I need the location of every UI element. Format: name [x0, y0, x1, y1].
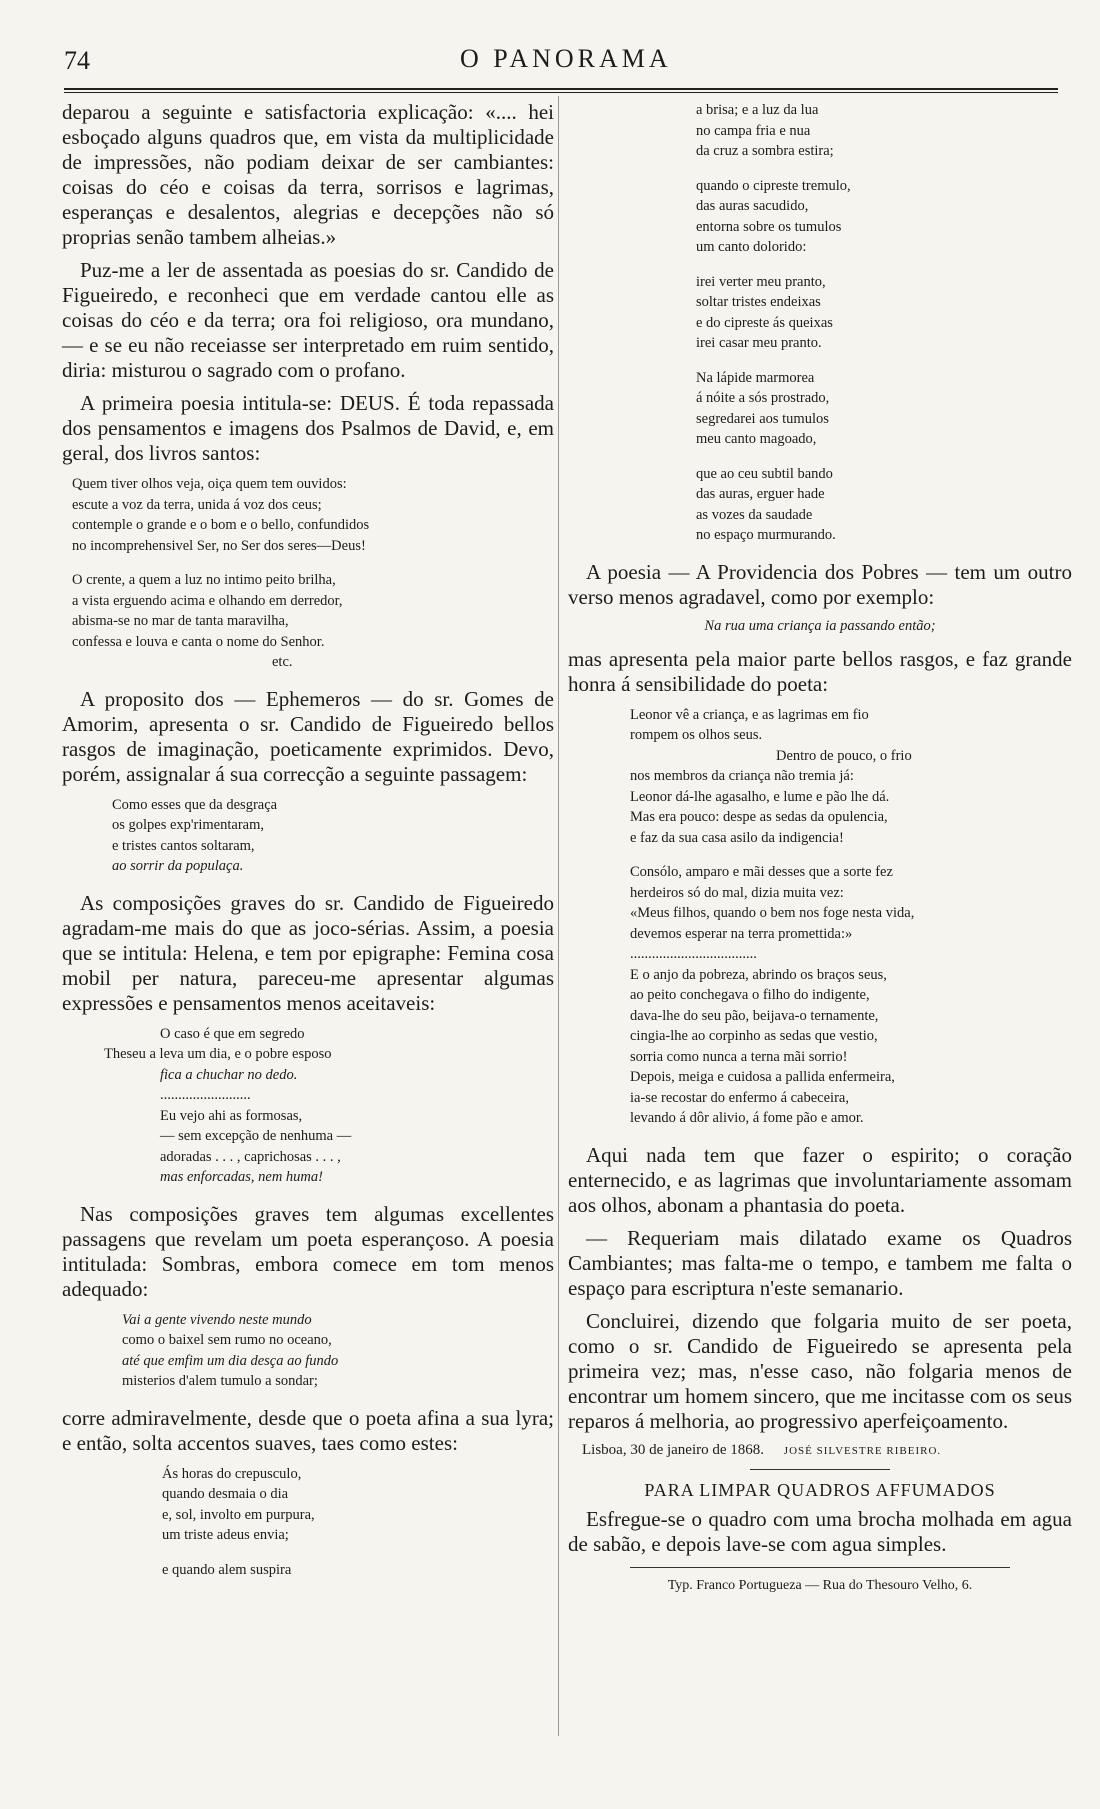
verse-line: um triste adeus envia;	[162, 1527, 289, 1543]
verse-line: e faz da sua casa asilo da indigencia!	[630, 829, 844, 846]
verse-line: um canto dolorido:	[696, 239, 807, 255]
verse-line: nos membros da criança não tremia já:	[630, 768, 854, 784]
verse-line: entorna sobre os tumulos	[696, 218, 842, 235]
signoff	[582, 1442, 1072, 1459]
paragraph: A proposito dos — Ephemeros — do sr. Gomes de Amorim, apresenta o sr. Candido de Figueiredo bellos rasgos de imaginação, poeticamente exprimidos. Devo, porém, assignalar á sua correcção a seguinte passagem:	[62, 686, 554, 786]
verse-line: Na lápide marmorea	[696, 369, 815, 386]
verse-line: rompem os olhos seus.	[630, 727, 763, 743]
poem-ephemeros	[62, 795, 554, 877]
footer-rule	[630, 1567, 1010, 1568]
verse-line: adoradas . . . , caprichosas . . . ,	[160, 1148, 341, 1165]
example-verse: Na rua uma criança ia passando então;	[704, 617, 936, 634]
verse-line: E o anjo da pobreza, abrindo os braços seus,	[630, 966, 887, 983]
verse-line: herdeiros só do mal, dizia muita vez:	[630, 884, 844, 901]
verse-line: cingia-lhe ao corpinho as sedas que vestio,	[630, 1028, 878, 1044]
verse-line: até que emfim um dia desça ao fundo	[122, 1352, 339, 1369]
right-column	[568, 100, 1072, 1594]
verse-line: contemple o grande e o bom e o bello, confundidos	[72, 517, 370, 533]
poem-deus	[62, 474, 554, 673]
paragraph: mas apresenta pela maior parte bellos rasgos, e faz grande honra á sensibilidade do poeta:	[568, 646, 1072, 696]
imprint: Typ. Franco Portugueza — Rua do Thesouro Velho, 6.	[667, 1577, 973, 1593]
verse-line: Quem tiver olhos veja, oiça quem tem ouvidos:	[72, 476, 347, 492]
left-column	[62, 100, 554, 1594]
verse-line: meu canto magoado,	[696, 431, 817, 447]
verse-line: a vista erguendo acima e olhando em derredor,	[72, 592, 343, 609]
verse-line: abisma-se no mar de tanta maravilha,	[72, 613, 289, 629]
verse-line: da cruz a sombra estira;	[696, 143, 834, 159]
verse-line: ao sorrir da populaça.	[112, 858, 244, 874]
header-rule	[64, 88, 1058, 90]
verse-line: e tristes cantos soltaram,	[112, 837, 255, 854]
signoff-author: JOSÉ SILVESTRE RIBEIRO.	[783, 1444, 942, 1457]
verse-line: Mas era pouco: despe as sedas da opulencia,	[630, 809, 888, 825]
verse-line: no campa fria e nua	[696, 122, 811, 139]
verse-dots: ...................................	[630, 946, 757, 962]
verse-line: escute a voz da terra, unida á voz dos ceus;	[72, 496, 322, 513]
verse-line: e quando alem suspira	[162, 1561, 292, 1578]
paragraph: A poesia — A Providencia dos Pobres — tem um outro verso menos agradavel, como por exemplo:	[568, 559, 1072, 609]
verse-line: que ao ceu subtil bando	[696, 465, 833, 482]
verse-line: das auras, erguer hade	[696, 486, 825, 502]
verse-line: no espaço murmurando.	[696, 527, 836, 543]
paragraph: Puz-me a ler de assentada as poesias do sr. Candido de Figueiredo, e reconheci que em verdade cantou elle as coisas do céo e da terra; ora foi religioso, ora mundano, — e se eu não receiasse ser interpretado em ruim sentido, diria: misturou o sagrado com o profano.	[62, 258, 554, 382]
verse-line: as vozes da saudade	[696, 506, 813, 523]
verse-line: confessa e louva e canta o nome do Senhor.	[72, 633, 325, 650]
paragraph: A primeira poesia intitula-se: DEUS. É toda repassada dos pensamentos e imagens dos Psalmos de David, e, em geral, dos livros santos:	[62, 391, 554, 465]
verse-etc: etc.	[272, 654, 293, 670]
verse-line: a brisa; e a luz da lua	[696, 102, 819, 118]
verse-line: dava-lhe do seu pão, beijava-o ternamente,	[630, 1007, 879, 1024]
verse-line: das auras sacudido,	[696, 198, 809, 214]
verse-line: Vai a gente vivendo neste mundo	[122, 1311, 312, 1328]
paragraph: deparou a seguinte e satisfactoria explicação: «.... hei esboçado alguns quadros que, em vista da multiplicidade de impressões, não podiam deixar de ser cambiantes: coisas do céo e coisas da terra, sorrisos e lagrimas, esperanças e desalentos, alegrias e decepções não só proprias senão tambem alheias.»	[62, 100, 554, 249]
signoff-place-date: Lisboa, 30 de janeiro de 1868.	[582, 1441, 765, 1458]
verse-line: á nóite a sós prostrado,	[696, 390, 830, 406]
verse-line: Theseu a leva um dia, e o pobre esposo	[104, 1046, 332, 1062]
verse-line: Como esses que da desgraça	[112, 796, 278, 813]
poem-providencia	[568, 705, 1072, 1129]
verse-line: segredarei aos tumulos	[696, 410, 829, 427]
verse-line: no incomprehensivel Ser, no Ser dos seres—Deus!	[72, 537, 366, 554]
section-heading: PARA LIMPAR QUADROS AFFUMADOS	[644, 1479, 996, 1500]
verse-line: devemos esperar na terra promettida:»	[630, 925, 853, 942]
verse-dots: .........................	[160, 1087, 251, 1103]
poem-sombras	[62, 1310, 554, 1392]
verse-line: como o baixel sem rumo no oceano,	[122, 1332, 332, 1348]
verse-line: irei casar meu pranto.	[696, 335, 822, 351]
verse-line: — sem excepção de nenhuma —	[160, 1128, 352, 1144]
paragraph: corre admiravelmente, desde que o poeta afina a sua lyra; e então, solta accentos suaves, taes como estes:	[62, 1405, 554, 1455]
paragraph: — Requeriam mais dilatado exame os Quadros Cambiantes; mas falta-me o tempo, e tambem me falta o espaço para escriptura n'este semanario.	[568, 1225, 1072, 1300]
verse-line: soltar tristes endeixas	[696, 294, 821, 310]
verse-line: fica a chuchar no dedo.	[160, 1066, 298, 1083]
verse-line: ia-se recostar do enfermo á cabeceira,	[630, 1089, 849, 1106]
verse-line: irei verter meu pranto,	[696, 273, 826, 290]
verse-line: «Meus filhos, quando o bem nos foge nesta vida,	[630, 905, 915, 921]
paragraph: Concluirei, dizendo que folgaria muito de ser poeta, como o sr. Candido de Figueiredo se apresenta pela primeira vez; mas, n'esse caso, não folgaria menos de encontrar um homem sincero, que me incitasse com os seus reparos á melhoria, ao progressivo aperfeiçoamento.	[568, 1308, 1072, 1433]
paragraph: Aqui nada tem que fazer o espirito; o coração enternecido, e as lagrimas que involuntariamente assomam aos olhos, abonam a phantasia do poeta.	[568, 1142, 1072, 1217]
verse-line: Consólo, amparo e mãi desses que a sorte fez	[630, 864, 893, 880]
poem-helena	[62, 1024, 554, 1188]
column-divider	[558, 96, 559, 1736]
verse-line: levando á dôr alivio, á fome pão e amor.	[630, 1110, 864, 1126]
paragraph: Nas composições graves tem algumas excellentes passagens que revelam um poeta esperançoso. A poesia intitulada: Sombras, embora comece em tom menos adequado:	[62, 1201, 554, 1301]
verse-line: sorria como nunca a terna mãi sorrio!	[630, 1048, 848, 1065]
verse-line: ao peito conchegava o filho do indigente,	[630, 987, 870, 1003]
verse-line: Eu vejo ahi as formosas,	[160, 1107, 303, 1124]
verse-line: Leonor dá-lhe agasalho, e lume e pão lhe dá.	[630, 788, 890, 805]
verse-line: misterios d'alem tumulo a sondar;	[122, 1373, 318, 1389]
verse-line: e do cipreste ás queixas	[696, 314, 833, 331]
paragraph: Esfregue-se o quadro com uma brocha molhada em agua de sabão, e depois lave-se com agua simples.	[568, 1506, 1072, 1556]
poem-continued	[568, 100, 1072, 546]
poem-crepusculo	[62, 1464, 554, 1581]
verse-line: Leonor vê a criança, e as lagrimas em fio	[630, 706, 869, 723]
verse-line: e, sol, involto em purpura,	[162, 1506, 315, 1523]
masthead: O PANORAMA	[460, 44, 672, 73]
verse-line: quando desmaia o dia	[162, 1486, 289, 1502]
header-rule-thin	[64, 92, 1058, 93]
section-separator	[750, 1469, 890, 1470]
page-number: 74	[64, 46, 90, 75]
verse-line: Ás horas do crepusculo,	[162, 1465, 302, 1482]
paragraph: As composições graves do sr. Candido de Figueiredo agradam-me mais do que as joco-sérias. Assim, a poesia que se intitula: Helena, e tem por epigraphe: Femina cosa mobil per natura, pareceu-me apresentar algumas expressões e pensamentos menos aceitaveis:	[62, 890, 554, 1015]
verse-line: os golpes exp'rimentaram,	[112, 817, 265, 833]
verse-line: Dentro de pouco, o frio	[776, 747, 912, 764]
verse-line: O caso é que em segredo	[160, 1025, 305, 1042]
verse-line: quando o cipreste tremulo,	[696, 177, 851, 194]
verse-line: O crente, a quem a luz no intimo peito brilha,	[72, 572, 336, 588]
verse-line: Depois, meiga e cuidosa a pallida enfermeira,	[630, 1069, 895, 1085]
verse-line: mas enforcadas, nem huma!	[160, 1169, 323, 1185]
